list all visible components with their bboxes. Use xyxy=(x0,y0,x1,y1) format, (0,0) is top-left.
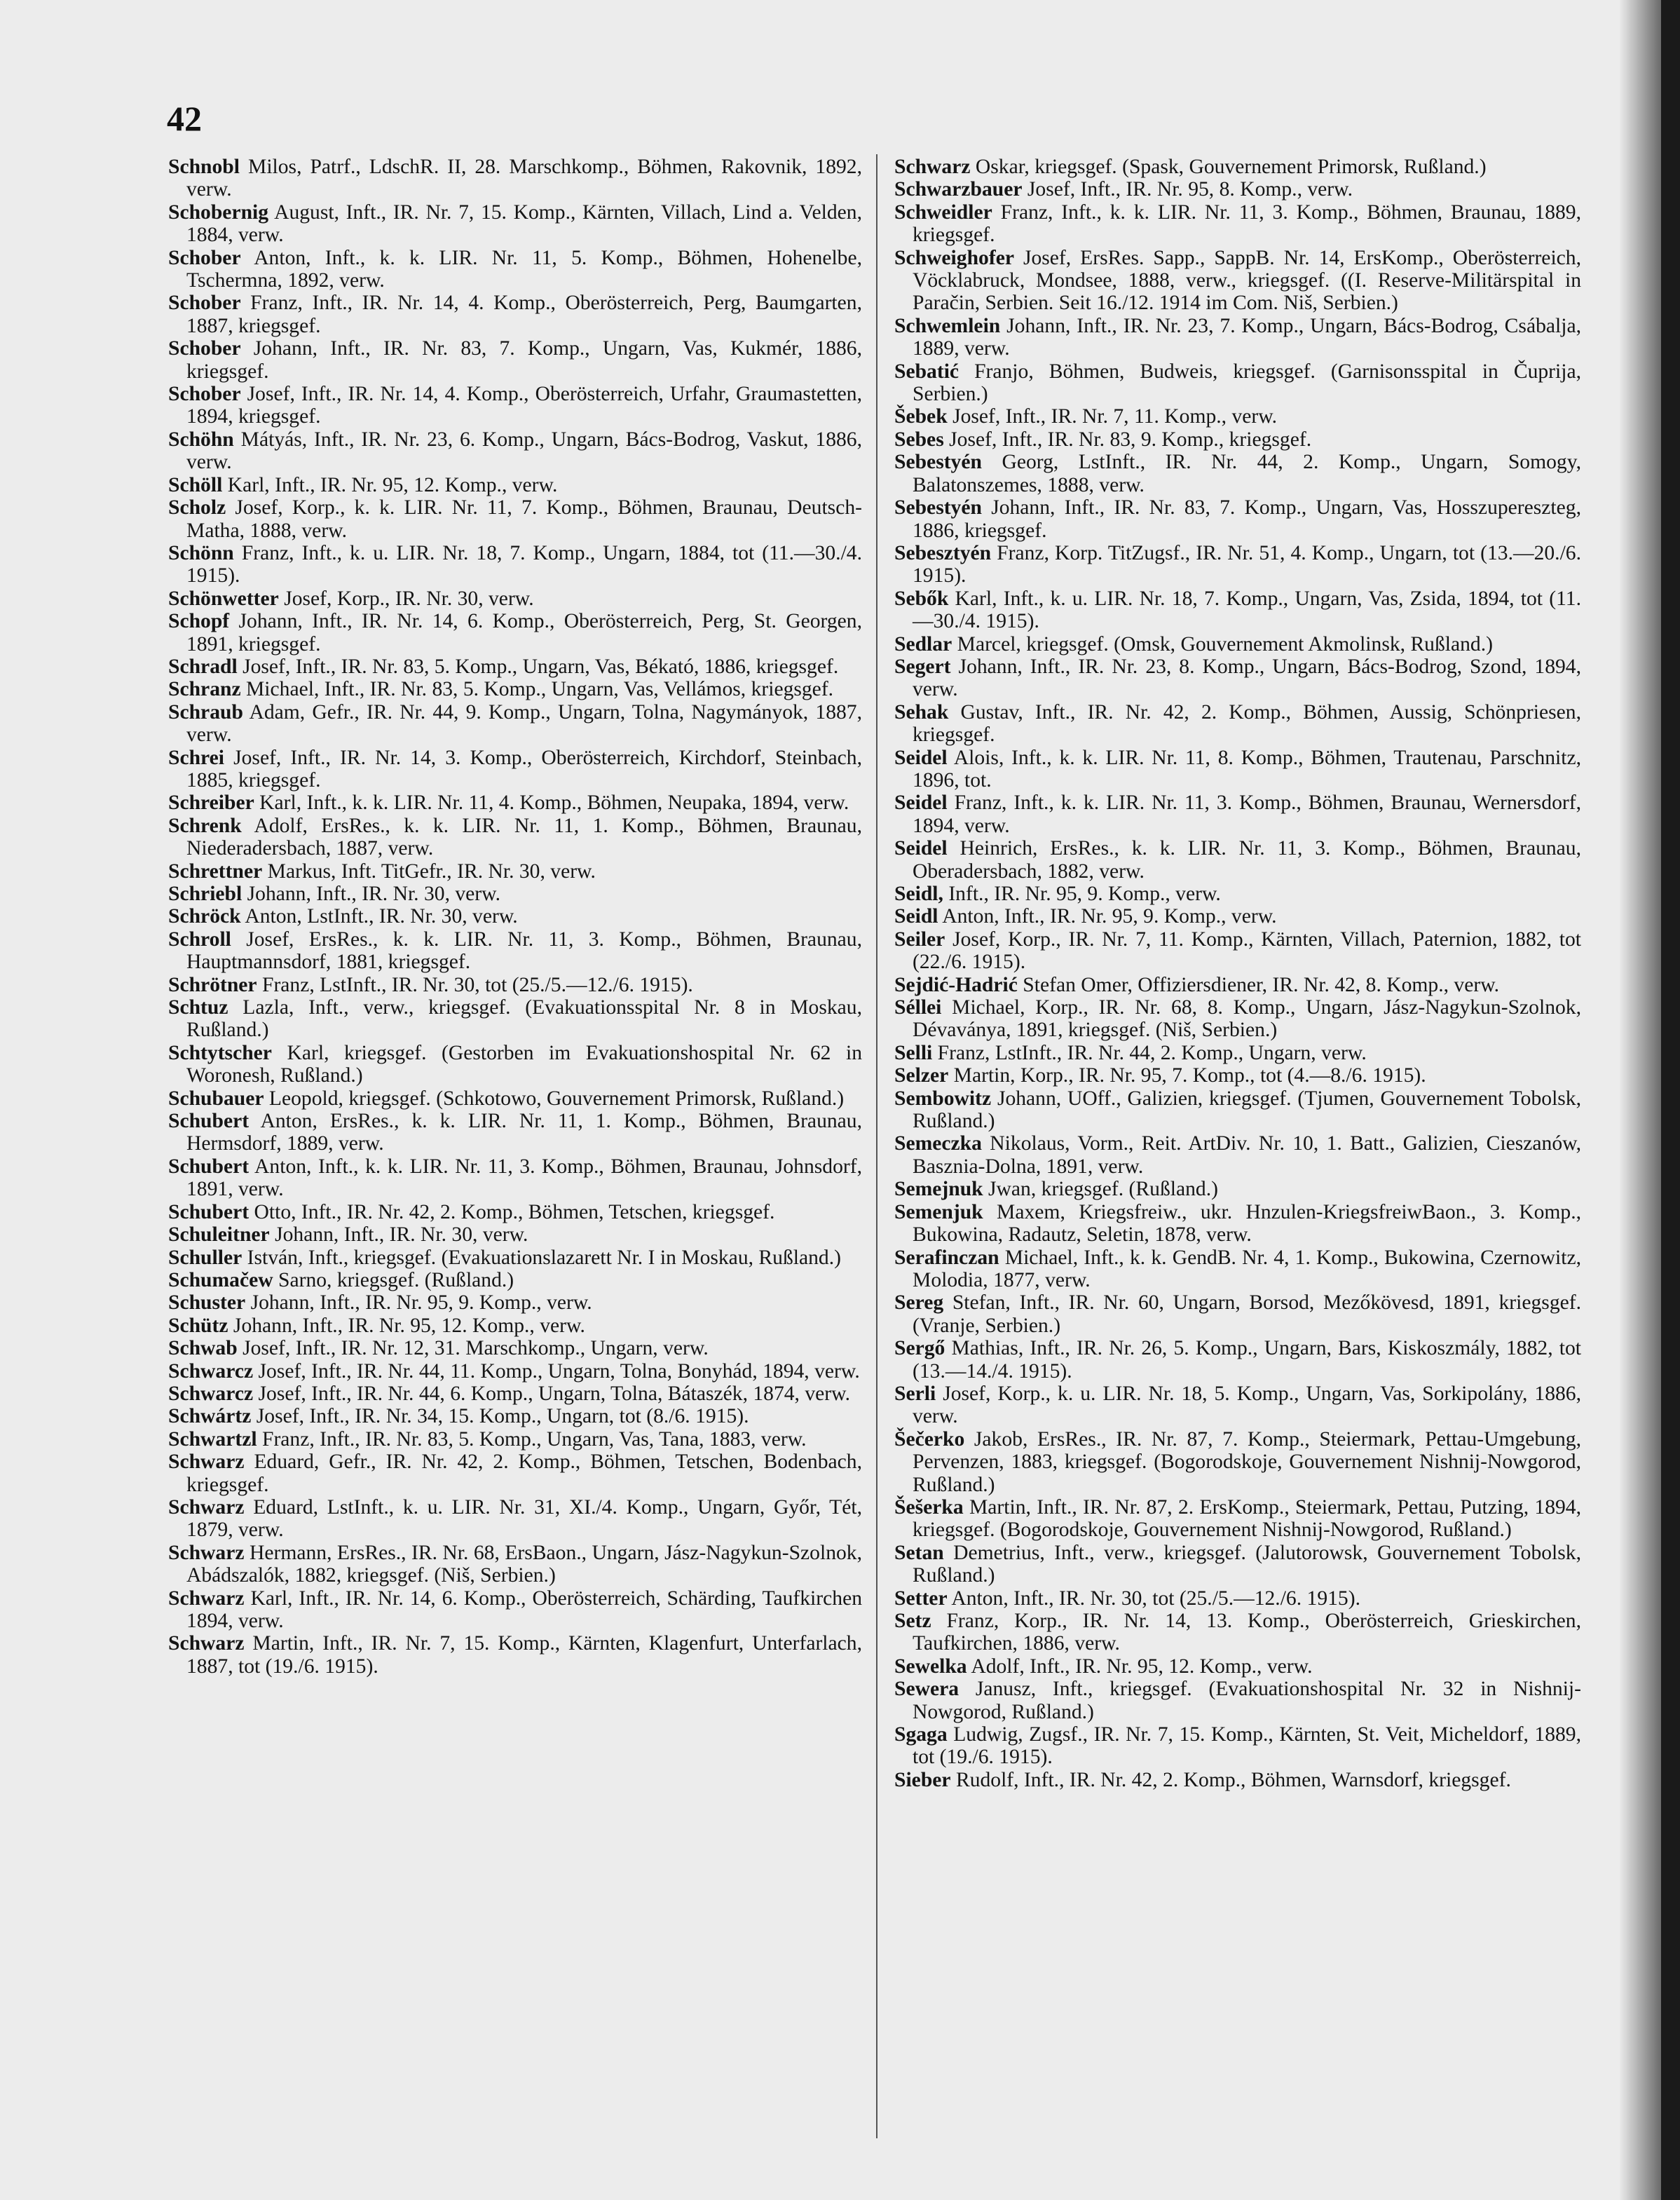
entry-surname: Schubert xyxy=(168,1155,250,1178)
entry-surname: Schweighofer xyxy=(894,246,1014,269)
register-entry xyxy=(168,292,862,337)
entry-surname: Schwarcz xyxy=(168,1382,254,1405)
entry-surname: Schober xyxy=(168,292,241,315)
entry-surname: Schubauer xyxy=(168,1087,264,1110)
entry-details: Karl, kriegsgef. (Gestorben im Evakuationshospital Nr. 62 in Woronesh, Rußland.) xyxy=(186,1041,862,1087)
entry-surname: Sebesztyén xyxy=(894,541,992,564)
entry-details: Johann, Inft., IR. Nr. 95, 12. Komp., verw. xyxy=(233,1314,585,1337)
register-entry xyxy=(168,1042,862,1087)
entry-details: Jwan, kriegsgef. (Rußland.) xyxy=(988,1178,1218,1201)
entry-details: Hermann, ErsRes., IR. Nr. 68, ErsBaon., Ungarn, Jász-Nagykun-Szolnok, Abádszalók, 1882, kriegsgef. (Niš, Serbien.) xyxy=(186,1541,862,1587)
register-entry xyxy=(894,656,1581,701)
entry-details: Karl, Inft., k. u. LIR. Nr. 18, 7. Komp., Ungarn, Vas, Zsida, 1894, tot (11.—30./4. 1915). xyxy=(913,587,1581,633)
entry-details: Josef, Korp., k. u. LIR. Nr. 18, 5. Komp., Ungarn, Vas, Sorkipolány, 1886, verw. xyxy=(913,1382,1582,1428)
entry-details: István, Inft., kriegsgef. (Evakuationslazarett Nr. I in Moskau, Rußland.) xyxy=(247,1246,841,1269)
entry-details: Eduard, Gefr., IR. Nr. 42, 2. Komp., Böhmen, Tetschen, Bodenbach, kriegsgef. xyxy=(186,1451,862,1496)
entry-surname: Schrenk xyxy=(168,814,242,837)
register-entry xyxy=(894,1428,1581,1496)
entry-details: Gustav, Inft., IR. Nr. 42, 2. Komp., Böhmen, Aussig, Schönpriesen, kriegsgef. xyxy=(913,700,1581,747)
register-entry xyxy=(894,496,1581,542)
entry-details: Martin, Inft., IR. Nr. 7, 15. Komp., Kärnten, Klagenfurt, Unterfarlach, 1887, tot (19./6. 1915). xyxy=(186,1632,862,1678)
register-entry xyxy=(168,974,862,996)
entry-surname: Sebatić xyxy=(894,360,959,383)
right-column xyxy=(894,156,1581,1791)
entry-surname: Schreiber xyxy=(168,792,254,815)
entry-surname: Schuller xyxy=(168,1246,243,1269)
entry-details: Anton, Inft., IR. Nr. 30, tot (25./5.—12./6. 1915). xyxy=(951,1587,1360,1610)
entry-details: Anton, ErsRes., k. k. LIR. Nr. 11, 1. Komp., Böhmen, Braunau, Hermsdorf, 1889, verw. xyxy=(186,1110,862,1155)
entry-surname: Schnobl xyxy=(168,156,240,178)
entry-details: Josef, Inft., IR. Nr. 12, 31. Marschkomp., Ungarn, verw. xyxy=(243,1337,709,1360)
register-entry xyxy=(894,247,1581,315)
entry-details: Otto, Inft., IR. Nr. 42, 2. Komp., Böhmen, Tetschen, kriegsgef. xyxy=(254,1200,775,1223)
entry-details: August, Inft., IR. Nr. 7, 15. Komp., Kärnten, Villach, Lind a. Velden, 1884, verw. xyxy=(186,201,863,247)
entry-details: Lazla, Inft., verw., kriegsgef. (Evakuationsspital Nr. 8 in Moskau, Rußland.) xyxy=(186,996,863,1042)
entry-surname: Séllei xyxy=(894,996,942,1019)
entry-surname: Schtytscher xyxy=(168,1041,272,1064)
register-entry xyxy=(894,1678,1581,1723)
register-entry xyxy=(894,1087,1581,1133)
register-entry xyxy=(894,1042,1581,1064)
entry-details: Michael, Inft., IR. Nr. 83, 5. Komp., Ungarn, Vas, Vellámos, kriegsgef. xyxy=(245,678,834,701)
entry-details: Josef, Inft., IR. Nr. 7, 11. Komp., verw. xyxy=(952,405,1278,428)
entry-surname: Sebestyén xyxy=(894,496,982,520)
entry-details: Johann, Inft., IR. Nr. 23, 8. Komp., Ungarn, Bács-Bodrog, Szond, 1894, verw. xyxy=(913,655,1581,701)
entry-details: Jakob, ErsRes., IR. Nr. 87, 7. Komp., Steiermark, Pettau-Umgebung, Pervenzen, 1883, kriegsgef. (Bogorodskoje, Gouvernement Nishnij-Nowgorod, Rußland.) xyxy=(913,1427,1581,1496)
entry-details: Josef, Inft., IR. Nr. 14, 3. Komp., Oberösterreich, Kirchdorf, Steinbach, 1885, kriegsgef. xyxy=(186,746,862,792)
register-entry xyxy=(894,1247,1581,1292)
entry-details: Karl, Inft., IR. Nr. 95, 12. Komp., verw. xyxy=(227,473,558,496)
entry-surname: Schwarz xyxy=(168,1541,245,1564)
entry-surname: Serli xyxy=(894,1382,936,1405)
entry-surname: Schweidler xyxy=(894,201,992,224)
entry-surname: Schranz xyxy=(168,678,241,701)
register-entry xyxy=(894,1383,1581,1428)
entry-surname: Serafinczan xyxy=(894,1246,999,1269)
entry-surname: Šečerko xyxy=(894,1427,965,1451)
entry-details: Demetrius, Inft., verw., kriegsgef. (Jalutorowsk, Gouvernement Tobolsk, Rußland.) xyxy=(913,1541,1581,1587)
entry-details: Josef, Korp., IR. Nr. 30, verw. xyxy=(284,587,534,610)
entry-details: Stefan Omer, Offiziersdiener, IR. Nr. 42, 8. Komp., verw. xyxy=(1023,973,1500,996)
register-entry xyxy=(894,792,1581,837)
scan-edge-shadow xyxy=(1619,0,1661,2200)
entry-surname: Sergő xyxy=(894,1337,945,1360)
entry-details: Mátyás, Inft., IR. Nr. 23, 6. Komp., Ungarn, Bács-Bodrog, Vaskut, 1886, verw. xyxy=(186,428,863,474)
entry-details: Franz, Inft., k. k. LIR. Nr. 11, 3. Komp., Böhmen, Braunau, Wernersdorf, 1894, verw. xyxy=(913,792,1581,837)
entry-surname: Setz xyxy=(894,1610,931,1632)
entry-details: Franz, Inft., k. k. LIR. Nr. 11, 3. Komp., Böhmen, Braunau, 1889, kriegsgef. xyxy=(913,201,1581,247)
entry-details: Leopold, kriegsgef. (Schkotowo, Gouvernement Primorsk, Rußland.) xyxy=(268,1087,845,1110)
entry-details: Josef, Inft., IR. Nr. 83, 5. Komp., Ungarn, Vas, Békató, 1886, kriegsgef. xyxy=(243,655,839,678)
entry-details: Janusz, Inft., kriegsgef. (Evakuationshospital Nr. 32 in Nishnij-Nowgorod, Rußland.) xyxy=(913,1678,1581,1723)
entry-details: Josef, Inft., IR. Nr. 83, 9. Komp., kriegsgef. xyxy=(949,428,1312,451)
entry-surname: Sejdić-Hadrić xyxy=(894,973,1018,996)
entry-surname: Seidel xyxy=(894,746,948,769)
register-entry xyxy=(894,1542,1581,1587)
entry-surname: Sebestyén xyxy=(894,451,982,474)
register-entry xyxy=(168,1223,862,1246)
entry-surname: Schütz xyxy=(168,1314,228,1337)
register-entry xyxy=(894,905,1581,928)
register-entry xyxy=(168,996,862,1042)
entry-details: Maxem, Kriegsfreiw., ukr. Hnzulen-KriegsfreiwBaon., 3. Komp., Bukowina, Radautz, Seletin, 1878, verw. xyxy=(913,1200,1582,1247)
page-number: 42 xyxy=(167,99,202,138)
entry-surname: Schönwetter xyxy=(168,587,279,610)
entry-details: Milos, Patrf., LdschR. II, 28. Marschkomp., Böhmen, Rakovnik, 1892, verw. xyxy=(186,156,862,201)
register-entry xyxy=(894,1064,1581,1087)
register-entry xyxy=(894,405,1581,428)
register-entry xyxy=(168,678,862,700)
column-divider xyxy=(876,154,877,2138)
entry-details: Adolf, Inft., IR. Nr. 95, 12. Komp., verw. xyxy=(971,1655,1313,1678)
register-entry xyxy=(168,428,862,474)
register-entry xyxy=(894,701,1581,747)
entry-surname: Selli xyxy=(894,1041,933,1064)
entry-surname: Seidel xyxy=(894,837,948,860)
entry-surname: Schuleitner xyxy=(168,1223,270,1247)
register-entry xyxy=(168,1291,862,1314)
entry-surname: Schubert xyxy=(168,1110,250,1133)
register-entry xyxy=(894,1496,1581,1542)
entry-details: Franz, Korp. TitZugsf., IR. Nr. 51, 4. Komp., Ungarn, tot (13.—20./6. 1915). xyxy=(913,541,1581,588)
entry-surname: Segert xyxy=(894,655,951,678)
register-entry xyxy=(894,315,1581,360)
entry-details: Marcel, kriegsgef. (Omsk, Gouvernement Akmolinsk, Rußland.) xyxy=(957,632,1493,656)
entry-details: Johann, UOff., Galizien, kriegsgef. (Tjumen, Gouvernement Tobolsk, Rußland.) xyxy=(913,1087,1581,1133)
entry-details: Franz, Korp., IR. Nr. 14, 13. Komp., Oberösterreich, Grieskirchen, Taufkirchen, 1886, verw. xyxy=(913,1610,1581,1655)
register-entry xyxy=(168,1451,862,1496)
entry-details: Eduard, LstInft., k. u. LIR. Nr. 31, XI./4. Komp., Ungarn, Győr, Tét, 1879, verw. xyxy=(186,1495,862,1542)
register-entry xyxy=(168,1383,862,1405)
register-entry xyxy=(168,1247,862,1269)
entry-details: Martin, Inft., IR. Nr. 87, 2. ErsKomp., Steiermark, Pettau, Putzing, 1894, kriegsgef. (Bogorodskoje, Gouvernement Nishnij-Nowgorod, Rußland.) xyxy=(913,1495,1581,1542)
entry-details: Ludwig, Zugsf., IR. Nr. 7, 15. Komp., Kärnten, St. Veit, Micheldorf, 1889, tot (19./6. 1915). xyxy=(913,1723,1581,1769)
entry-surname: Schober xyxy=(168,246,241,269)
register-entry xyxy=(168,656,862,678)
register-entry xyxy=(168,747,862,792)
entry-surname: Schober xyxy=(168,337,241,360)
entry-details: Anton, Inft., k. k. LIR. Nr. 11, 5. Komp., Böhmen, Hohenelbe, Tschermna, 1892, verw. xyxy=(186,246,863,292)
entry-surname: Schtuz xyxy=(168,996,228,1019)
register-entry xyxy=(894,156,1581,178)
register-entry xyxy=(168,1337,862,1359)
entry-details: Josef, Inft., IR. Nr. 34, 15. Komp., Ungarn, tot (8./6. 1915). xyxy=(256,1405,749,1428)
entry-surname: Sgaga xyxy=(894,1723,948,1746)
entry-details: Franz, Inft., k. u. LIR. Nr. 18, 7. Komp., Ungarn, 1884, tot (11.—30./4. 1915). xyxy=(186,541,862,588)
entry-details: Mathias, Inft., IR. Nr. 26, 5. Komp., Ungarn, Bars, Kiskoszmály, 1882, tot (13.—14./4. 1915). xyxy=(913,1337,1581,1383)
register-entry xyxy=(894,928,1581,974)
entry-surname: Schrettner xyxy=(168,860,263,883)
entry-surname: Scholz xyxy=(168,496,226,520)
entry-details: Anton, Inft., k. k. LIR. Nr. 11, 3. Komp., Böhmen, Braunau, Johnsdorf, 1891, verw. xyxy=(186,1155,862,1201)
register-entry xyxy=(168,610,862,656)
entry-surname: Sehak xyxy=(894,700,949,724)
entry-surname: Schwarz xyxy=(168,1632,245,1655)
register-entry xyxy=(168,496,862,542)
entry-details: Michael, Inft., k. k. GendB. Nr. 4, 1. Komp., Bukowina, Czernowitz, Molodia, 1877, verw. xyxy=(913,1246,1581,1291)
register-entry xyxy=(894,633,1581,656)
entry-details: Adolf, ErsRes., k. k. LIR. Nr. 11, 1. Komp., Böhmen, Braunau, Niederadersbach, 1887, verw. xyxy=(186,814,863,860)
entry-details: Josef, Inft., IR. Nr. 44, 6. Komp., Ungarn, Tolna, Bátaszék, 1874, verw. xyxy=(258,1382,850,1405)
register-entry xyxy=(894,1610,1581,1655)
entry-details: Josef, Korp., IR. Nr. 7, 11. Komp., Kärnten, Villach, Paternion, 1882, tot (22./6. 1915). xyxy=(913,928,1581,974)
entry-surname: Schobernig xyxy=(168,201,269,224)
entry-details: Johann, Inft., IR. Nr. 95, 9. Komp., verw. xyxy=(250,1291,592,1315)
register-entry xyxy=(168,1405,862,1427)
register-entry xyxy=(168,1632,862,1678)
register-entry xyxy=(894,1723,1581,1769)
entry-surname: Schönn xyxy=(168,541,234,564)
register-entry xyxy=(894,1201,1581,1247)
register-entry xyxy=(894,201,1581,247)
entry-surname: Sebes xyxy=(894,428,944,451)
entry-surname: Schrötner xyxy=(168,973,257,996)
register-entry xyxy=(168,815,862,860)
entry-details: Franz, Inft., IR. Nr. 14, 4. Komp., Oberösterreich, Perg, Baumgarten, 1887, kriegsgef. xyxy=(186,292,862,337)
entry-details: Johann, Inft., IR. Nr. 14, 6. Komp., Oberösterreich, Perg, St. Georgen, 1891, kriegsgef. xyxy=(186,610,862,656)
entry-details: Franjo, Böhmen, Budweis, kriegsgef. (Garnisonsspital in Čuprija, Serbien.) xyxy=(913,360,1581,406)
entry-details: Nikolaus, Vorm., Reit. ArtDiv. Nr. 10, 1. Batt., Galizien, Cieszanów, Basznia-Dolna, 1891, verw. xyxy=(913,1132,1581,1178)
entry-surname: Schopf xyxy=(168,610,230,633)
entry-surname: Schwarz xyxy=(894,156,971,178)
register-entry xyxy=(894,974,1581,996)
entry-details: Heinrich, ErsRes., k. k. LIR. Nr. 11, 3. Komp., Böhmen, Braunau, Oberadersbach, 1882, verw. xyxy=(913,837,1581,883)
entry-details: Sarno, kriegsgef. (Rußland.) xyxy=(278,1268,514,1291)
entry-details: Adam, Gefr., IR. Nr. 44, 9. Komp., Ungarn, Tolna, Nagymányok, 1887, verw. xyxy=(186,700,862,747)
entry-details: Georg, LstInft., IR. Nr. 44, 2. Komp., Ungarn, Somogy, Balatonszemes, 1888, verw. xyxy=(913,451,1581,496)
entry-surname: Semenjuk xyxy=(894,1200,983,1223)
register-entry xyxy=(894,588,1581,633)
entry-surname: Seidl, xyxy=(894,883,943,905)
entry-details: Franz, Inft., IR. Nr. 83, 5. Komp., Ungarn, Vas, Tana, 1883, verw. xyxy=(261,1427,807,1451)
entry-surname: Schober xyxy=(168,383,241,406)
entry-surname: Schwartzl xyxy=(168,1427,257,1451)
entry-surname: Schöhn xyxy=(168,428,234,451)
entry-surname: Schwarzbauer xyxy=(894,178,1023,201)
register-entry xyxy=(168,1496,862,1542)
register-entry xyxy=(168,201,862,247)
register-entry xyxy=(168,1155,862,1201)
entry-details: Anton, LstInft., IR. Nr. 30, verw. xyxy=(245,905,518,928)
entry-details: Karl, Inft., k. k. LIR. Nr. 11, 4. Komp., Böhmen, Neupaka, 1894, verw. xyxy=(259,792,849,815)
entry-surname: Schwártz xyxy=(168,1405,252,1428)
entry-details: Oskar, kriegsgef. (Spask, Gouvernement Primorsk, Rußland.) xyxy=(975,156,1487,178)
register-entry xyxy=(168,1542,862,1587)
entry-surname: Schraub xyxy=(168,700,243,724)
register-entry xyxy=(894,428,1581,451)
register-entry xyxy=(168,588,862,610)
entry-details: Josef, Inft., IR. Nr. 95, 8. Komp., verw. xyxy=(1027,178,1353,201)
entry-details: Rudolf, Inft., IR. Nr. 42, 2. Komp., Böhmen, Warnsdorf, kriegsgef. xyxy=(955,1768,1511,1791)
register-entry xyxy=(168,905,862,928)
entry-surname: Schwemlein xyxy=(894,314,1001,337)
entry-details: Martin, Korp., IR. Nr. 95, 7. Komp., tot (4.—8./6. 1915). xyxy=(953,1064,1426,1087)
register-entry xyxy=(168,860,862,883)
register-entry xyxy=(168,383,862,428)
register-entry xyxy=(168,1315,862,1337)
entry-surname: Schwarz xyxy=(168,1587,245,1610)
entry-surname: Semeczka xyxy=(894,1132,982,1155)
entry-surname: Schradl xyxy=(168,655,238,678)
register-entry xyxy=(168,474,862,496)
entry-surname: Seidel xyxy=(894,792,948,815)
register-entry xyxy=(894,360,1581,406)
register-entry xyxy=(168,542,862,588)
entry-details: Markus, Inft. TitGefr., IR. Nr. 30, verw. xyxy=(267,860,596,883)
entry-details: Johann, Inft., IR. Nr. 23, 7. Komp., Ungarn, Bács-Bodrog, Csábalja, 1889, verw. xyxy=(913,314,1581,360)
left-column xyxy=(168,156,862,1678)
register-entry xyxy=(168,1360,862,1383)
register-entry xyxy=(168,337,862,383)
entry-surname: Šebek xyxy=(894,405,948,428)
entry-surname: Schumačew xyxy=(168,1268,273,1291)
entry-details: Josef, Korp., k. k. LIR. Nr. 11, 7. Komp., Böhmen, Braunau, Deutsch-Matha, 1888, verw. xyxy=(186,496,862,542)
entry-surname: Sedlar xyxy=(894,632,952,656)
entry-surname: Schwarcz xyxy=(168,1359,254,1383)
register-entry xyxy=(168,883,862,905)
entry-surname: Schöll xyxy=(168,473,223,496)
entry-details: Franz, LstInft., IR. Nr. 44, 2. Komp., Ungarn, verw. xyxy=(937,1041,1367,1064)
entry-details: Franz, LstInft., IR. Nr. 30, tot (25./5.—12./6. 1915). xyxy=(261,973,693,996)
register-entry xyxy=(168,1587,862,1633)
register-entry xyxy=(894,883,1581,905)
entry-details: Karl, Inft., IR. Nr. 14, 6. Komp., Oberösterreich, Schärding, Taufkirchen 1894, verw. xyxy=(186,1587,862,1632)
entry-surname: Schwarz xyxy=(168,1451,245,1474)
register-entry xyxy=(894,1132,1581,1178)
register-entry xyxy=(168,928,862,974)
entry-surname: Sewelka xyxy=(894,1655,967,1678)
entry-surname: Sembowitz xyxy=(894,1087,992,1110)
entry-surname: Schriebl xyxy=(168,883,243,905)
entry-details: Michael, Korp., IR. Nr. 68, 8. Komp., Ungarn, Jász-Nagykun-Szolnok, Dévaványa, 1891, kriegsgef. (Niš, Serbien.) xyxy=(913,996,1581,1042)
register-entry xyxy=(894,837,1581,883)
register-entry xyxy=(894,747,1581,792)
register-entry xyxy=(894,1769,1581,1791)
entry-surname: Selzer xyxy=(894,1064,949,1087)
register-entry xyxy=(894,1587,1581,1610)
entry-surname: Seidl xyxy=(894,905,938,928)
register-entry xyxy=(894,996,1581,1042)
register-entry xyxy=(168,792,862,814)
entry-details: Inft., IR. Nr. 95, 9. Komp., verw. xyxy=(948,883,1221,905)
entry-surname: Sebők xyxy=(894,587,949,610)
entry-surname: Sieber xyxy=(894,1768,951,1791)
register-entry xyxy=(894,451,1581,496)
entry-details: Johann, Inft., IR. Nr. 30, verw. xyxy=(247,883,501,905)
entry-surname: Sewera xyxy=(894,1678,959,1701)
entry-details: Anton, Inft., IR. Nr. 95, 9. Komp., verw. xyxy=(942,905,1277,928)
register-entry xyxy=(168,1428,862,1451)
register-entry xyxy=(168,247,862,292)
entry-details: Josef, ErsRes. Sapp., SappB. Nr. 14, ErsKomp., Oberösterreich, Vöcklabruck, Mondsee, 1888, verw., kriegsgef. ((I. Reserve-Militärspital in Paračin, Serbien. Seit 16./12. 1914 im Com. Niš, Serbien.) xyxy=(913,246,1581,315)
entry-surname: Schrei xyxy=(168,746,225,769)
entry-surname: Schwab xyxy=(168,1337,238,1360)
register-entry xyxy=(168,1087,862,1110)
entry-details: Johann, Inft., IR. Nr. 83, 7. Komp., Ungarn, Vas, Hosszupereszteg, 1886, kriegsgef. xyxy=(913,496,1581,542)
register-entry xyxy=(168,1201,862,1223)
entry-details: Alois, Inft., k. k. LIR. Nr. 11, 8. Komp., Böhmen, Trautenau, Parschnitz, 1896, tot. xyxy=(913,746,1582,792)
register-entry xyxy=(894,1178,1581,1200)
register-entry xyxy=(168,1110,862,1155)
entry-surname: Setan xyxy=(894,1541,944,1564)
entry-surname: Schuster xyxy=(168,1291,246,1315)
register-entry xyxy=(894,542,1581,588)
entry-details: Josef, Inft., IR. Nr. 44, 11. Komp., Ungarn, Tolna, Bonyhád, 1894, verw. xyxy=(258,1359,860,1383)
entry-details: Johann, Inft., IR. Nr. 30, verw. xyxy=(275,1223,528,1247)
register-entry xyxy=(894,1655,1581,1678)
entry-details: Stefan, Inft., IR. Nr. 60, Ungarn, Borsod, Mezőkövesd, 1891, kriegsgef. (Vranje, Serbien.) xyxy=(913,1291,1581,1337)
register-entry xyxy=(894,1337,1581,1383)
entry-surname: Setter xyxy=(894,1587,948,1610)
register-entry xyxy=(894,178,1581,201)
entry-surname: Seiler xyxy=(894,928,945,951)
register-entry xyxy=(894,1291,1581,1337)
entry-surname: Semejnuk xyxy=(894,1178,983,1201)
register-entry xyxy=(168,1269,862,1291)
register-entry xyxy=(168,156,862,201)
entry-surname: Schubert xyxy=(168,1200,250,1223)
entry-details: Johann, Inft., IR. Nr. 83, 7. Komp., Ungarn, Vas, Kukmér, 1886, kriegsgef. xyxy=(186,337,862,383)
entry-surname: Schroll xyxy=(168,928,231,951)
entry-surname: Šešerka xyxy=(894,1495,964,1519)
register-entry xyxy=(168,701,862,747)
entry-details: Josef, ErsRes., k. k. LIR. Nr. 11, 3. Komp., Böhmen, Braunau, Hauptmannsdorf, 1881, kriegsgef. xyxy=(186,928,862,974)
entry-details: Josef, Inft., IR. Nr. 14, 4. Komp., Oberösterreich, Urfahr, Graumastetten, 1894, kriegsgef. xyxy=(186,383,862,428)
entry-surname: Sereg xyxy=(894,1291,944,1315)
entry-surname: Schröck xyxy=(168,905,241,928)
entry-surname: Schwarz xyxy=(168,1495,245,1519)
